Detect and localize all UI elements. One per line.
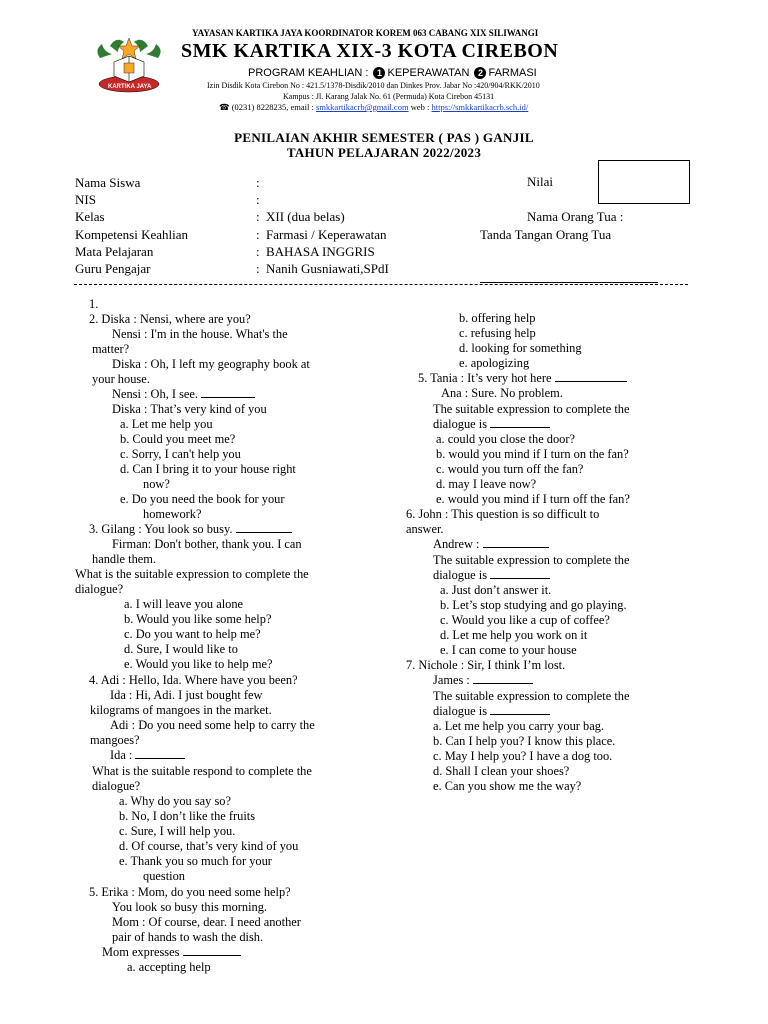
- mapel-label: Mata Pelajaran: [75, 244, 154, 259]
- option: c. Would you like a cup of coffee?: [440, 613, 610, 627]
- option: e. Would you like to help me?: [124, 657, 273, 671]
- question-line: 6. John : This question is so difficult to: [406, 507, 600, 521]
- exam-year: TAHUN PELAJARAN 2022/2023: [286, 145, 482, 160]
- license-line: Izin Disdik Kota Cirebon No : 421.5/1378-Disdik/2010 dan Dinkes Prov. Jabar No :420/904/RKK/2010: [207, 81, 540, 90]
- colon: :: [256, 175, 260, 190]
- answer-blank[interactable]: [183, 945, 241, 956]
- option: b. would you mind if I turn on the fan?: [436, 447, 629, 461]
- option: d. Can I bring it to your house right: [120, 462, 296, 476]
- question-line: dialogue is: [433, 417, 550, 432]
- question-line: pair of hands to wash the dish.: [112, 930, 264, 944]
- option: a. Let me help you: [120, 417, 213, 431]
- nama-orang-tua-label: Nama Orang Tua :: [527, 209, 624, 224]
- question-line: your house.: [92, 372, 150, 386]
- question-line: 7. Nichole : Sir, I think I’m lost.: [406, 658, 566, 672]
- colon: :: [256, 227, 260, 242]
- question-line: mangoes?: [90, 733, 140, 747]
- nama-siswa-label: Nama Siswa: [75, 175, 141, 190]
- question-line: answer.: [406, 522, 444, 536]
- option: d. may I leave now?: [436, 477, 537, 491]
- question-line: Nensi : Oh, I see.: [112, 387, 255, 402]
- nis-label: NIS: [75, 192, 96, 207]
- option: c. would you turn off the fan?: [436, 462, 584, 476]
- answer-blank[interactable]: [490, 417, 550, 428]
- foundation-name: YAYASAN KARTIKA JAYA KOORDINATOR KOREM 063 CABANG XIX SILIWANGI: [192, 28, 539, 38]
- option: a. I will leave you alone: [124, 597, 244, 611]
- number-two-icon: 2: [474, 67, 486, 79]
- question-line: You look so busy this morning.: [112, 900, 268, 914]
- question-line: Nensi : I'm in the house. What's the: [112, 327, 288, 341]
- option: c. May I help you? I have a dog too.: [433, 749, 613, 763]
- divider: [74, 284, 688, 285]
- program-keperawatan: KEPERAWATAN: [387, 67, 470, 79]
- question-line: 4. Adi : Hello, Ida. Where have you been?: [89, 673, 298, 687]
- question-line: dialogue?: [92, 779, 141, 793]
- option: c. refusing help: [459, 326, 536, 340]
- option: e. I can come to your house: [440, 643, 577, 657]
- nilai-label: Nilai: [527, 174, 553, 189]
- question-line: 2. Diska : Nensi, where are you?: [89, 312, 251, 326]
- option: e. would you mind if I turn off the fan?: [436, 492, 630, 506]
- answer-blank[interactable]: [135, 748, 185, 759]
- web-label: web :: [408, 102, 432, 112]
- tanda-tangan-label: Tanda Tangan Orang Tua: [480, 227, 612, 242]
- question-line: 5. Tania : It’s very hot here: [418, 371, 627, 386]
- program-line: [248, 67, 537, 79]
- answer-blank[interactable]: [201, 387, 255, 398]
- option: c. Do you want to help me?: [124, 627, 261, 641]
- question-line: Diska : Oh, I left my geography book at: [112, 357, 310, 371]
- guru-label: Guru Pengajar: [75, 261, 151, 276]
- option: d. Of course, that’s very kind of you: [119, 839, 299, 853]
- answer-blank[interactable]: [483, 537, 549, 548]
- option: d. Shall I clean your shoes?: [433, 764, 570, 778]
- question-line: dialogue is: [433, 704, 550, 719]
- kelas-label: Kelas: [75, 209, 105, 224]
- contact-prefix: ☎ (0231) 8228235, email :: [219, 102, 316, 112]
- email-link[interactable]: smkkartikacrb@gmail.com: [316, 102, 409, 112]
- question-line: matter?: [92, 342, 130, 356]
- logo-text: KARTIKA JAYA: [108, 84, 152, 90]
- answer-blank[interactable]: [236, 522, 292, 533]
- colon: :: [256, 209, 260, 224]
- answer-blank[interactable]: [490, 704, 550, 715]
- option: b. Would you like some help?: [124, 612, 272, 626]
- colon: :: [256, 192, 260, 207]
- question-line: 5. Erika : Mom, do you need some help?: [89, 885, 291, 899]
- option: b. Let’s stop studying and go playing.: [440, 598, 627, 612]
- kompetensi-value: Farmasi / Keperawatan: [266, 227, 387, 242]
- option: a. could you close the door?: [436, 432, 576, 446]
- option: d. Sure, I would like to: [124, 642, 238, 656]
- option: b. No, I don’t like the fruits: [119, 809, 256, 823]
- option: e. Do you need the book for your: [120, 492, 285, 506]
- option: e. Can you show me the way?: [433, 779, 582, 793]
- option: b. Could you meet me?: [120, 432, 236, 446]
- option: d. looking for something: [459, 341, 582, 355]
- option: c. Sorry, I can't help you: [120, 447, 241, 461]
- question-line: Ida :: [110, 748, 185, 763]
- question-line: Andrew :: [433, 537, 549, 552]
- answer-blank[interactable]: [555, 371, 627, 382]
- question-line: Ida : Hi, Adi. I just bought few: [110, 688, 263, 702]
- kelas-value: XII (dua belas): [266, 209, 345, 224]
- question-line: Ana : Sure. No problem.: [441, 386, 563, 400]
- question-line: Mom : Of course, dear. I need another: [112, 915, 301, 929]
- option: c. Sure, I will help you.: [119, 824, 236, 838]
- question-line: Mom expresses: [102, 945, 241, 960]
- question-line: handle them.: [92, 552, 156, 566]
- question-line: kilograms of mangoes in the market.: [90, 703, 272, 717]
- answer-blank[interactable]: [473, 673, 533, 684]
- kompetensi-label: Kompetensi Keahlian: [75, 227, 188, 242]
- signature-line: [480, 282, 658, 283]
- school-name: SMK KARTIKA XIX-3 KOTA CIREBON: [181, 40, 559, 62]
- option: d. Let me help you work on it: [440, 628, 588, 642]
- option: question: [143, 869, 185, 883]
- number-one-icon: 1: [373, 67, 385, 79]
- exam-title: PENILAIAN AKHIR SEMESTER ( PAS ) GANJIL: [234, 130, 534, 145]
- option: a. Let me help you carry your bag.: [433, 719, 604, 733]
- option: a. Just don’t answer it.: [440, 583, 552, 597]
- question-line: Diska : That’s very kind of you: [112, 402, 267, 416]
- question-line: dialogue is: [433, 568, 550, 583]
- option: now?: [143, 477, 170, 491]
- answer-blank[interactable]: [490, 568, 550, 579]
- question-line: Adi : Do you need some help to carry the: [110, 718, 315, 732]
- mapel-value: BAHASA INGGRIS: [266, 244, 375, 259]
- colon: :: [256, 244, 260, 259]
- question-line: The suitable expression to complete the: [433, 553, 630, 567]
- option: e. Thank you so much for your: [119, 854, 272, 868]
- question-line: The suitable expression to complete the: [433, 689, 630, 703]
- question-line: What is the suitable respond to complete the: [92, 764, 312, 778]
- program-farmasi: FARMASI: [488, 67, 537, 79]
- program-label: PROGRAM KEAHLIAN :: [248, 67, 369, 79]
- nilai-box[interactable]: [598, 160, 690, 204]
- contact-line: [219, 102, 528, 113]
- option: a. Why do you say so?: [119, 794, 231, 808]
- question-line: 1.: [89, 297, 99, 311]
- question-line: Firman: Don't bother, thank you. I can: [112, 537, 302, 551]
- colon: :: [256, 261, 260, 276]
- option: homework?: [143, 507, 202, 521]
- web-link[interactable]: https://smkkartikacrb.sch.id/: [431, 102, 529, 112]
- option: a. accepting help: [127, 960, 211, 974]
- question-line: dialogue?: [75, 582, 124, 596]
- question-line: James :: [433, 673, 533, 688]
- question-line: 3. Gilang : You look so busy.: [89, 522, 292, 537]
- guru-value: Nanih Gusniawati,SPdI: [266, 261, 389, 276]
- question-line: The suitable expression to complete the: [433, 402, 630, 416]
- option: b. offering help: [459, 311, 536, 325]
- option: b. Can I help you? I know this place.: [433, 734, 616, 748]
- option: e. apologizing: [459, 356, 530, 370]
- question-line: What is the suitable expression to complete the: [75, 567, 309, 581]
- address-line: Kampus : Jl. Karang Jalak No. 61 (Permuda) Kota Cirebon 45131: [283, 92, 495, 101]
